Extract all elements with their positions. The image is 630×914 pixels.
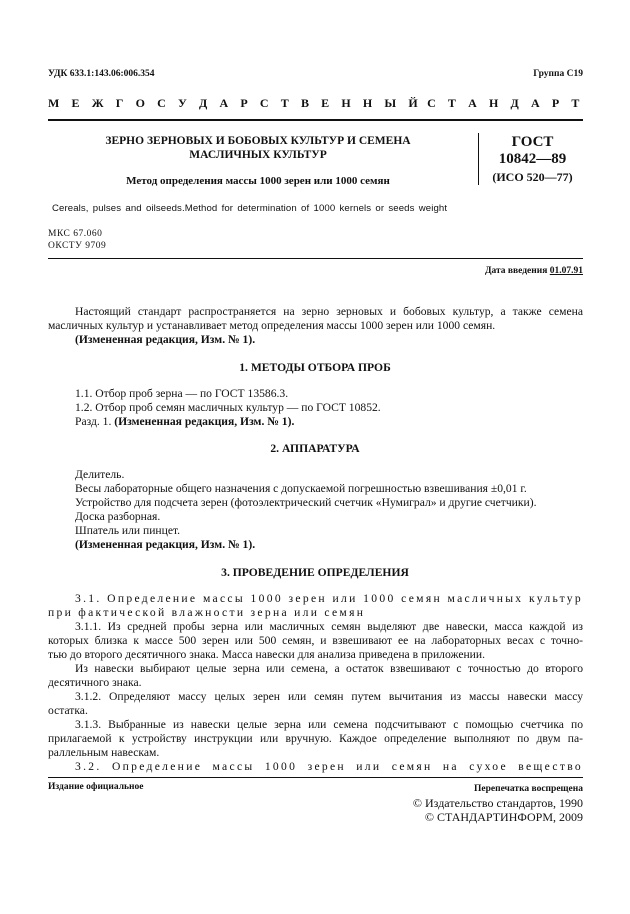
p313-line1: 3.1.3. Выбранные из навески целые зерна или семена подсчитывают с помощью счетчика по (75, 718, 583, 731)
section1-amend-prefix: Разд. 1. (75, 415, 112, 428)
banner-interstate: М Е Ж Г О С У Д А Р С Т В Е Н Н Ы Й (48, 96, 422, 110)
reprint-notice: Перепечатка воспрещена (473, 784, 583, 794)
p31-line1: 3.1. Определение массы 1000 зерен или 1000 семян масличных культур (75, 592, 583, 605)
intro-date-label: Дата введения (484, 266, 548, 276)
header-rule (48, 119, 583, 121)
intro-line1: Настоящий стандарт распространяется на зерно зерновых и бобовых культур, а также семена (75, 305, 583, 318)
apparatus-item-4: Доска разборная. (75, 510, 161, 523)
apparatus-item-1: Делитель. (75, 468, 125, 481)
p311b-line2: десятичного знака. (48, 676, 142, 689)
group-code: Группа С19 (533, 69, 583, 79)
p311b-line1: Из навески выбирают целые зерна или семена, а остаток взвешивают с точностью до второго (75, 662, 583, 675)
iso-number: (ИСО 520—77) (492, 170, 573, 184)
okstu-code: ОКСТУ 9709 (48, 241, 107, 251)
p313-line3: раллельным навескам. (48, 746, 160, 759)
section3-heading: 3. ПРОВЕДЕНИЕ ОПРЕДЕЛЕНИЯ (221, 566, 409, 579)
p312-line1: 3.1.2. Определяют массу целых зерен или семян путем вычитания из массы навески массу (75, 690, 583, 703)
copyright-2009: © СТАНДАРТИНФОРМ, 2009 (424, 810, 583, 824)
p312-line2: остатка. (48, 704, 88, 717)
p32-line1: 3.2. Определение массы 1000 зерен или семян на сухое вещество (75, 760, 583, 773)
doc-title-line2: МАСЛИЧНЫХ КУЛЬТУР (189, 149, 327, 161)
section1-amendment (75, 415, 294, 429)
intro-date (485, 266, 583, 276)
p313-line2: прилагаемой к устройству инструкции или вручную. Каждое определение выполняют по двум па- (48, 732, 583, 745)
section1-item2: 1.2. Отбор проб семян масличных культур — по ГОСТ 10852. (75, 401, 381, 414)
banner-standard: С Т А Н Д А Р Т (427, 96, 583, 110)
p311-line1: 3.1.1. Из средней пробы зерна или масличных семян выделяют две навески, масса каждой из (75, 620, 583, 633)
section2-amendment: (Измененная редакция, Изм. № 1). (75, 538, 256, 551)
p311-line2: которых близка к массе 500 зерен или 500 семян, и взвешивают ее на лабораторных весах с точно- (48, 634, 583, 647)
gost-number: 10842—89 (498, 151, 567, 167)
copyright-1990: © Издательство стандартов, 1990 (412, 796, 583, 810)
section1-amend-text: (Измененная редакция, Изм. № 1). (114, 415, 295, 428)
footer-rule (48, 777, 583, 778)
section1-item1: 1.1. Отбор проб зерна — по ГОСТ 13586.3. (75, 387, 289, 400)
title-divider (478, 133, 479, 185)
apparatus-item-2: Весы лабораторные общего назначения с допускаемой погрешностью взвешивания ±0,01 г. (75, 482, 527, 495)
gost-label: ГОСТ (511, 134, 554, 150)
apparatus-item-3: Устройство для подсчета зерен (фотоэлектрический счетчик «Нумиграл» и другие счетчики). (75, 496, 537, 509)
apparatus-item-5: Шпатель или пинцет. (75, 524, 181, 537)
intro-amendment: (Измененная редакция, Изм. № 1). (75, 333, 256, 346)
doc-title-line1: ЗЕРНО ЗЕРНОВЫХ И БОБОВЫХ КУЛЬТУР И СЕМЕНА (105, 135, 411, 147)
p311-line3: тью до второго десятичного знака. Масса навески для анализа приведена в приложении. (48, 648, 485, 661)
p31-line2: при фактической влажности зерна или семян (48, 606, 366, 619)
section2-heading: 2. АППАРАТУРА (270, 442, 360, 455)
intro-date-value: 01.07.91 (549, 266, 583, 276)
intro-line2: масличных культур и устанавливает метод определения массы 1000 зерен или 1000 семян. (48, 319, 496, 332)
doc-subtitle: Метод определения массы 1000 зерен или 1000 семян (126, 175, 390, 187)
official-edition: Издание официальное (48, 782, 144, 792)
english-title: Cereals, pulses and oilseeds.Method for determination of 1000 kernels or seeds weight (52, 203, 448, 214)
udk-code: УДК 633.1:143.06:006.354 (48, 69, 155, 79)
mks-code: МКС 67.060 (48, 229, 103, 239)
section1-heading: 1. МЕТОДЫ ОТБОРА ПРОБ (239, 361, 391, 374)
codes-rule (48, 258, 583, 259)
